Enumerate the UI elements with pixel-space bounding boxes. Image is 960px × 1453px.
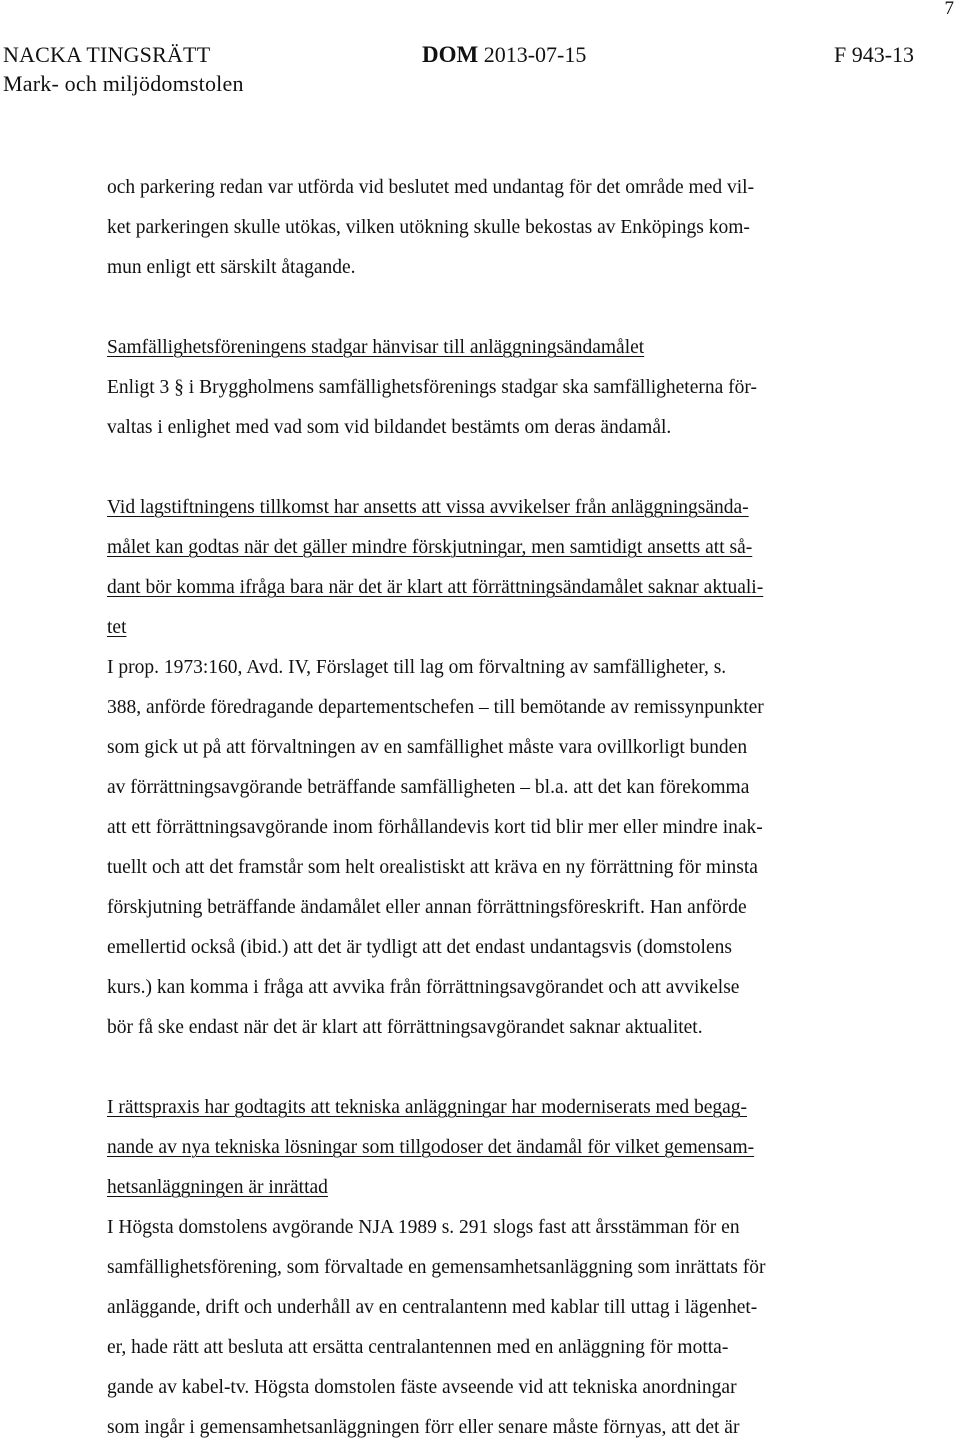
text-line: tuellt och att det framstår som helt orealistiskt att kräva en ny förrättning för minsta	[107, 857, 758, 878]
heading-line: Samfällighetsföreningens stadgar hänvisar till anläggningsändamålet	[107, 337, 645, 358]
text-line: mun enligt ett särskilt åtagande.	[107, 257, 356, 278]
text-line: Enligt 3 § i Bryggholmens samfällighetsförenings stadgar ska samfälligheterna för-	[107, 377, 757, 398]
text-line: som gick ut på att förvaltningen av en samfällighet måste vara ovillkorligt bunden	[107, 737, 748, 758]
paragraph-2	[107, 368, 907, 448]
heading-line: dant bör komma ifråga bara när det är klart att förrättningsändamålet saknar aktuali-	[107, 577, 764, 598]
spacer	[107, 1048, 907, 1088]
text-line: I Högsta domstolens avgörande NJA 1989 s. 291 slogs fast att årsstämman för en	[107, 1217, 740, 1238]
text-line: I prop. 1973:160, Avd. IV, Förslaget till lag om förvaltning av samfälligheter, s.	[107, 657, 727, 678]
court-name: NACKA TINGSRÄTT	[3, 42, 211, 67]
document-type-date	[422, 40, 586, 69]
section-heading-1	[107, 328, 907, 368]
section-heading-2	[107, 488, 907, 648]
heading-line: Vid lagstiftningens tillkomst har ansetts att vissa avvikelser från anläggningsända-	[107, 497, 749, 518]
section-heading-3	[107, 1088, 907, 1208]
heading-line: hetsanläggningen är inrättad	[107, 1177, 328, 1198]
text-line: som ingår i gemensamhetsanläggningen förr eller senare måste förnyas, att det är	[107, 1417, 740, 1438]
heading-line: nande av nya tekniska lösningar som tillgodoser det ändamål för vilket gemensam-	[107, 1137, 755, 1158]
text-line: emellertid också (ibid.) att det är tydligt att det endast undantagsvis (domstolens	[107, 937, 732, 958]
heading-line: I rättspraxis har godtagits att tekniska anläggningar har moderniserats med begag-	[107, 1097, 748, 1118]
document-body	[107, 168, 907, 1448]
text-line: valtas i enlighet med vad som vid bildandet bestämts om deras ändamål.	[107, 417, 672, 438]
court-block	[3, 40, 244, 98]
document-header	[0, 40, 960, 100]
heading-line: tet	[107, 617, 127, 638]
text-line: samfällighetsförening, som förvaltade en gemensamhetsanläggning som inrättats för	[107, 1257, 766, 1278]
text-line: och parkering redan var utförda vid beslutet med undantag för det område med vil-	[107, 177, 755, 198]
text-line: anläggande, drift och underhåll av en centralantenn med kablar till uttag i lägenhet-	[107, 1297, 758, 1318]
document-date: 2013-07-15	[483, 42, 587, 67]
text-line: ket parkeringen skulle utökas, vilken utökning skulle bekostas av Enköpings kom-	[107, 217, 750, 238]
case-number: F 943-13	[834, 42, 915, 67]
text-line: av förrättningsavgörande beträffande samfälligheten – bl.a. att det kan förekomma	[107, 777, 750, 798]
text-line: bör få ske endast när det är klart att förrättningsavgörandet saknar aktualitet.	[107, 1017, 703, 1038]
heading-line: målet kan godtas när det gäller mindre förskjutningar, men samtidigt ansetts att så-	[107, 537, 753, 558]
paragraph-1	[107, 168, 907, 288]
text-line: kurs.) kan komma i fråga att avvika från förrättningsavgörandet och att avvikelse	[107, 977, 740, 998]
page-number: 7	[944, 0, 954, 19]
court-division: Mark- och miljödomstolen	[3, 71, 244, 96]
text-line: att ett förrättningsavgörande inom förhållandevis kort tid blir mer eller mindre inak-	[107, 817, 763, 838]
spacer	[107, 448, 907, 488]
text-line: er, hade rätt att besluta att ersätta centralantennen med en anläggning för motta-	[107, 1337, 729, 1358]
document-type: DOM	[422, 42, 479, 67]
paragraph-3	[107, 648, 907, 1048]
text-line: förskjutning beträffande ändamålet eller annan förrättningsföreskrift. Han anförde	[107, 897, 747, 918]
text-line: gande av kabel-tv. Högsta domstolen fäste avseende vid att tekniska anordningar	[107, 1377, 737, 1398]
paragraph-4	[107, 1208, 907, 1448]
spacer	[107, 288, 907, 328]
text-line: 388, anförde föredragande departementschefen – till bemötande av remissynpunkter	[107, 697, 764, 718]
